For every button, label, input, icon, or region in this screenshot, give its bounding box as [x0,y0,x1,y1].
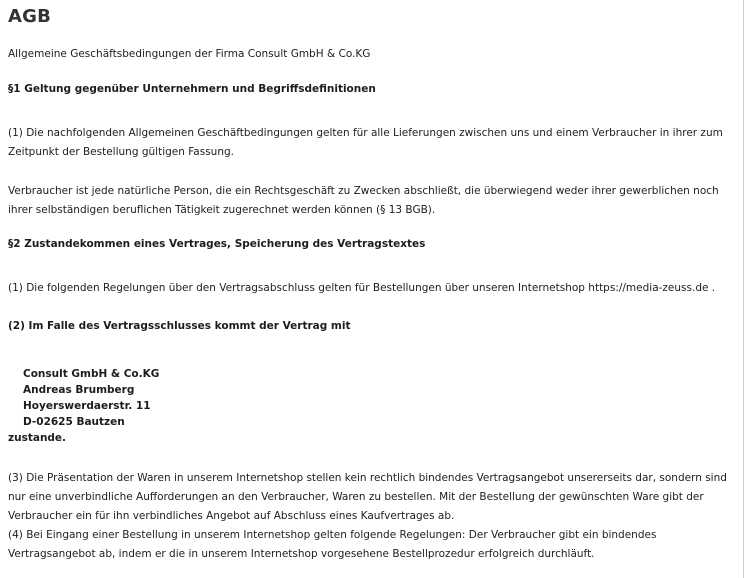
zustande-text: zustande. [8,432,67,444]
section-1-paragraph-1-line-2: Zeitpunkt der Bestellung gültigen Fassung. [8,146,234,158]
section-2-paragraph-4-line-2: Vertragsangebot ab, indem er die in unserem Internetshop vorgesehene Bestellprozedur erfolgreich durchläuft. [8,548,595,560]
section-2-paragraph-3-line-2: nur eine unverbindliche Aufforderungen an den Verbraucher, Waren zu bestellen. Mit der Bestellung der gewünschten Ware gibt der [8,491,704,503]
address-company: Consult GmbH & Co.KG [23,368,160,380]
section-2-paragraph-1: (1) Die folgenden Regelungen über den Vertragsabschluss gelten für Bestellungen über unseren Internetshop https://media-zeuss.de . [8,282,716,294]
section-1-paragraph-1-line-1: (1) Die nachfolgenden Allgemeinen Geschäftbedingungen gelten für alle Lieferungen zwischen uns und einem Verbraucher in ihrer zum [8,127,723,139]
section-2-paragraph-3-line-3: Verbraucher ein für ihn verbindliches Angebot auf Abschluss eines Kaufvertrages ab. [8,510,455,522]
page-title: AGB [8,6,52,27]
section-2-paragraph-2: (2) Im Falle des Vertragsschlusses kommt der Vertrag mit [8,320,351,332]
section-1-heading: §1 Geltung gegenüber Unternehmern und Begriffsdefinitionen [8,83,376,95]
address-street: Hoyerswerdaerstr. 11 [23,400,151,412]
intro-text: Allgemeine Geschäftsbedingungen der Firma Consult GmbH & Co.KG [8,48,371,60]
content-border [743,0,744,578]
address-person: Andreas Brumberg [23,384,135,396]
section-1-paragraph-2-line-2: ihrer selbständigen beruflichen Tätigkeit zugerechnet werden können (§ 13 BGB). [8,204,436,216]
section-1-paragraph-2-line-1: Verbraucher ist jede natürliche Person, die ein Rechtsgeschäft zu Zwecken abschließt, die überwiegend weder ihrer gewerblichen noch [8,185,719,197]
section-2-paragraph-4-line-1: (4) Bei Eingang einer Bestellung in unserem Internetshop gelten folgende Regelungen: Der Verbraucher gibt ein bindendes [8,529,657,541]
section-2-heading: §2 Zustandekommen eines Vertrages, Speicherung des Vertragstextes [8,238,426,250]
section-2-paragraph-3-line-1: (3) Die Präsentation der Waren in unserem Internetshop stellen kein rechtlich bindendes Vertragsangebot unsererseits dar, sondern sind [8,472,727,484]
address-city: D-02625 Bautzen [23,416,125,428]
